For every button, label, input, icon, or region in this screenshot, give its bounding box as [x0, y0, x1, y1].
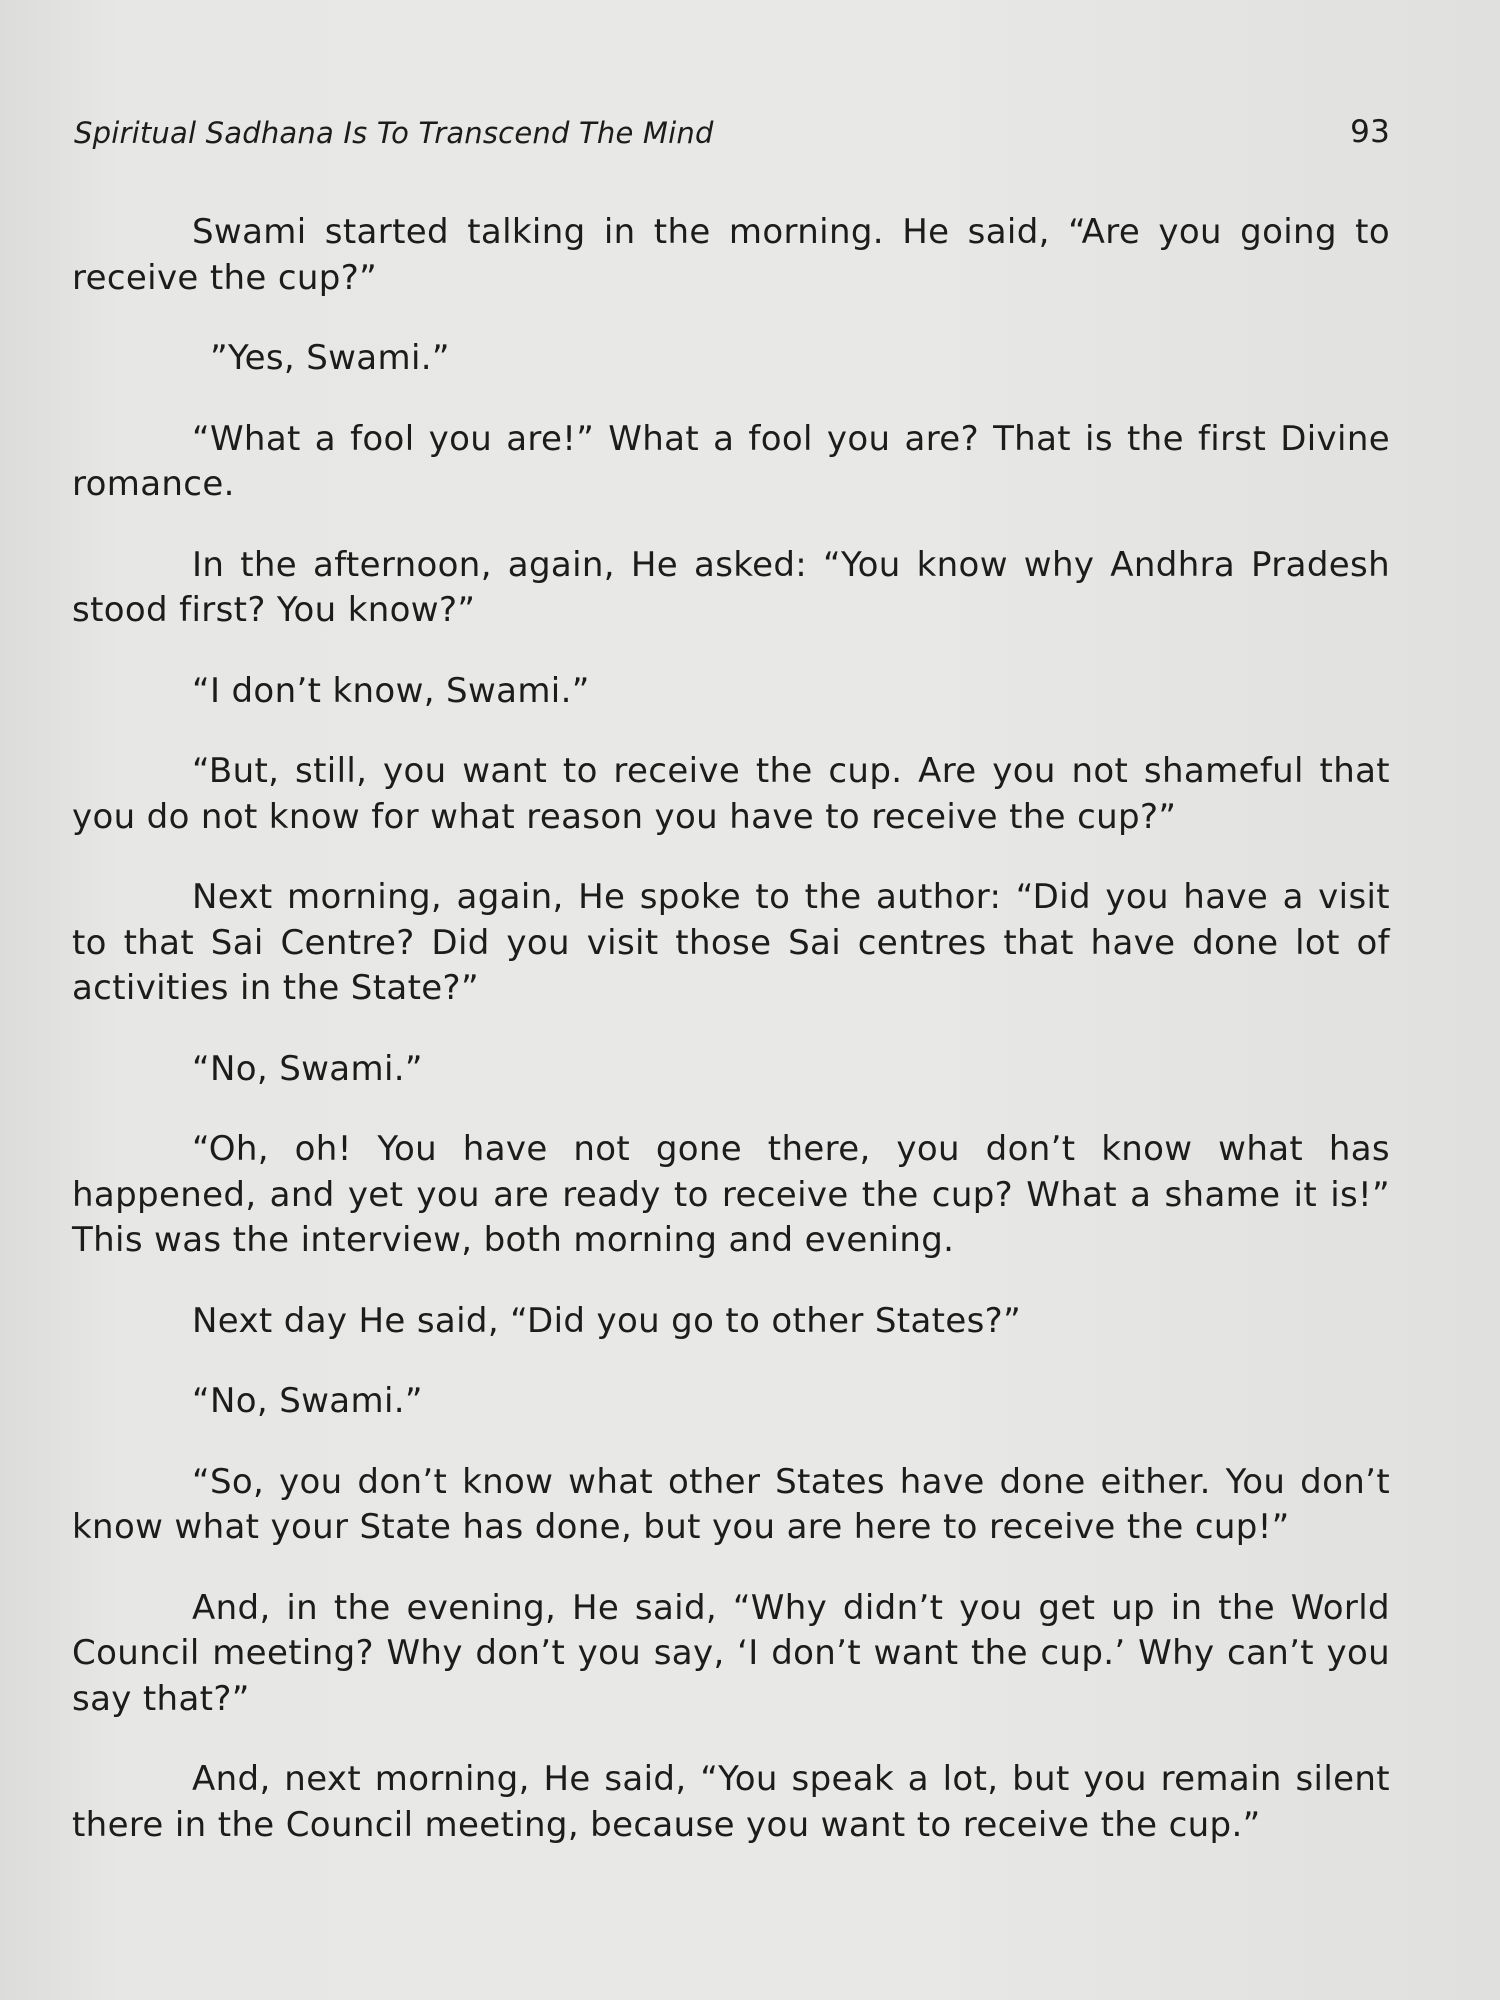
chapter-title: Spiritual Sadhana Is To Transcend The Mind [74, 116, 714, 150]
paragraph-7: Next morning, again, He spoke to the author: “Did you have a visit to that Sai Centre? Did you visit those Sai centres that have done lot of activities in the State?” [72, 877, 1390, 1008]
paragraph-6: “But, still, you want to receive the cup. Are you not shameful that you do not know for what reason you have to receive the cup?” [72, 751, 1390, 837]
paragraph-14: And, next morning, He said, “You speak a lot, but you remain silent there in the Council meeting, because you want to receive the cup.” [72, 1759, 1390, 1845]
paragraph-3: “What a fool you are!” What a fool you are? That is the first Divine romance. [72, 418, 1390, 504]
paragraph-5: “I don’t know, Swami.” [192, 670, 590, 711]
paragraph-8: “No, Swami.” [192, 1048, 423, 1089]
running-header [74, 112, 1390, 158]
paragraph-9: “Oh, oh! You have not gone there, you don’t know what has happened, and yet you are ready to receive the cup? What a shame it is!” This was the interview, both morning and evening. [72, 1129, 1390, 1260]
paragraph-10: Next day He said, “Did you go to other States?” [192, 1300, 1022, 1341]
paragraph-12: “So, you don’t know what other States have done either. You don’t know what your State has done, but you are here to receive the cup!” [72, 1461, 1390, 1547]
paragraph-1: Swami started talking in the morning. He said, “Are you going to receive the cup?” [72, 212, 1390, 298]
body-text [72, 210, 1390, 1883]
page-number: 93 [1350, 114, 1390, 150]
paragraph-13: And, in the evening, He said, “Why didn’t you get up in the World Council meeting? Why don’t you say, ‘I don’t want the cup.’ Why can’t you say that?” [72, 1587, 1390, 1719]
paragraph-11: “No, Swami.” [192, 1381, 423, 1421]
paragraph-2: ”Yes, Swami.” [210, 338, 450, 378]
paragraph-4: In the afternoon, again, He asked: “You know why Andhra Pradesh stood first? You know?” [72, 544, 1390, 630]
